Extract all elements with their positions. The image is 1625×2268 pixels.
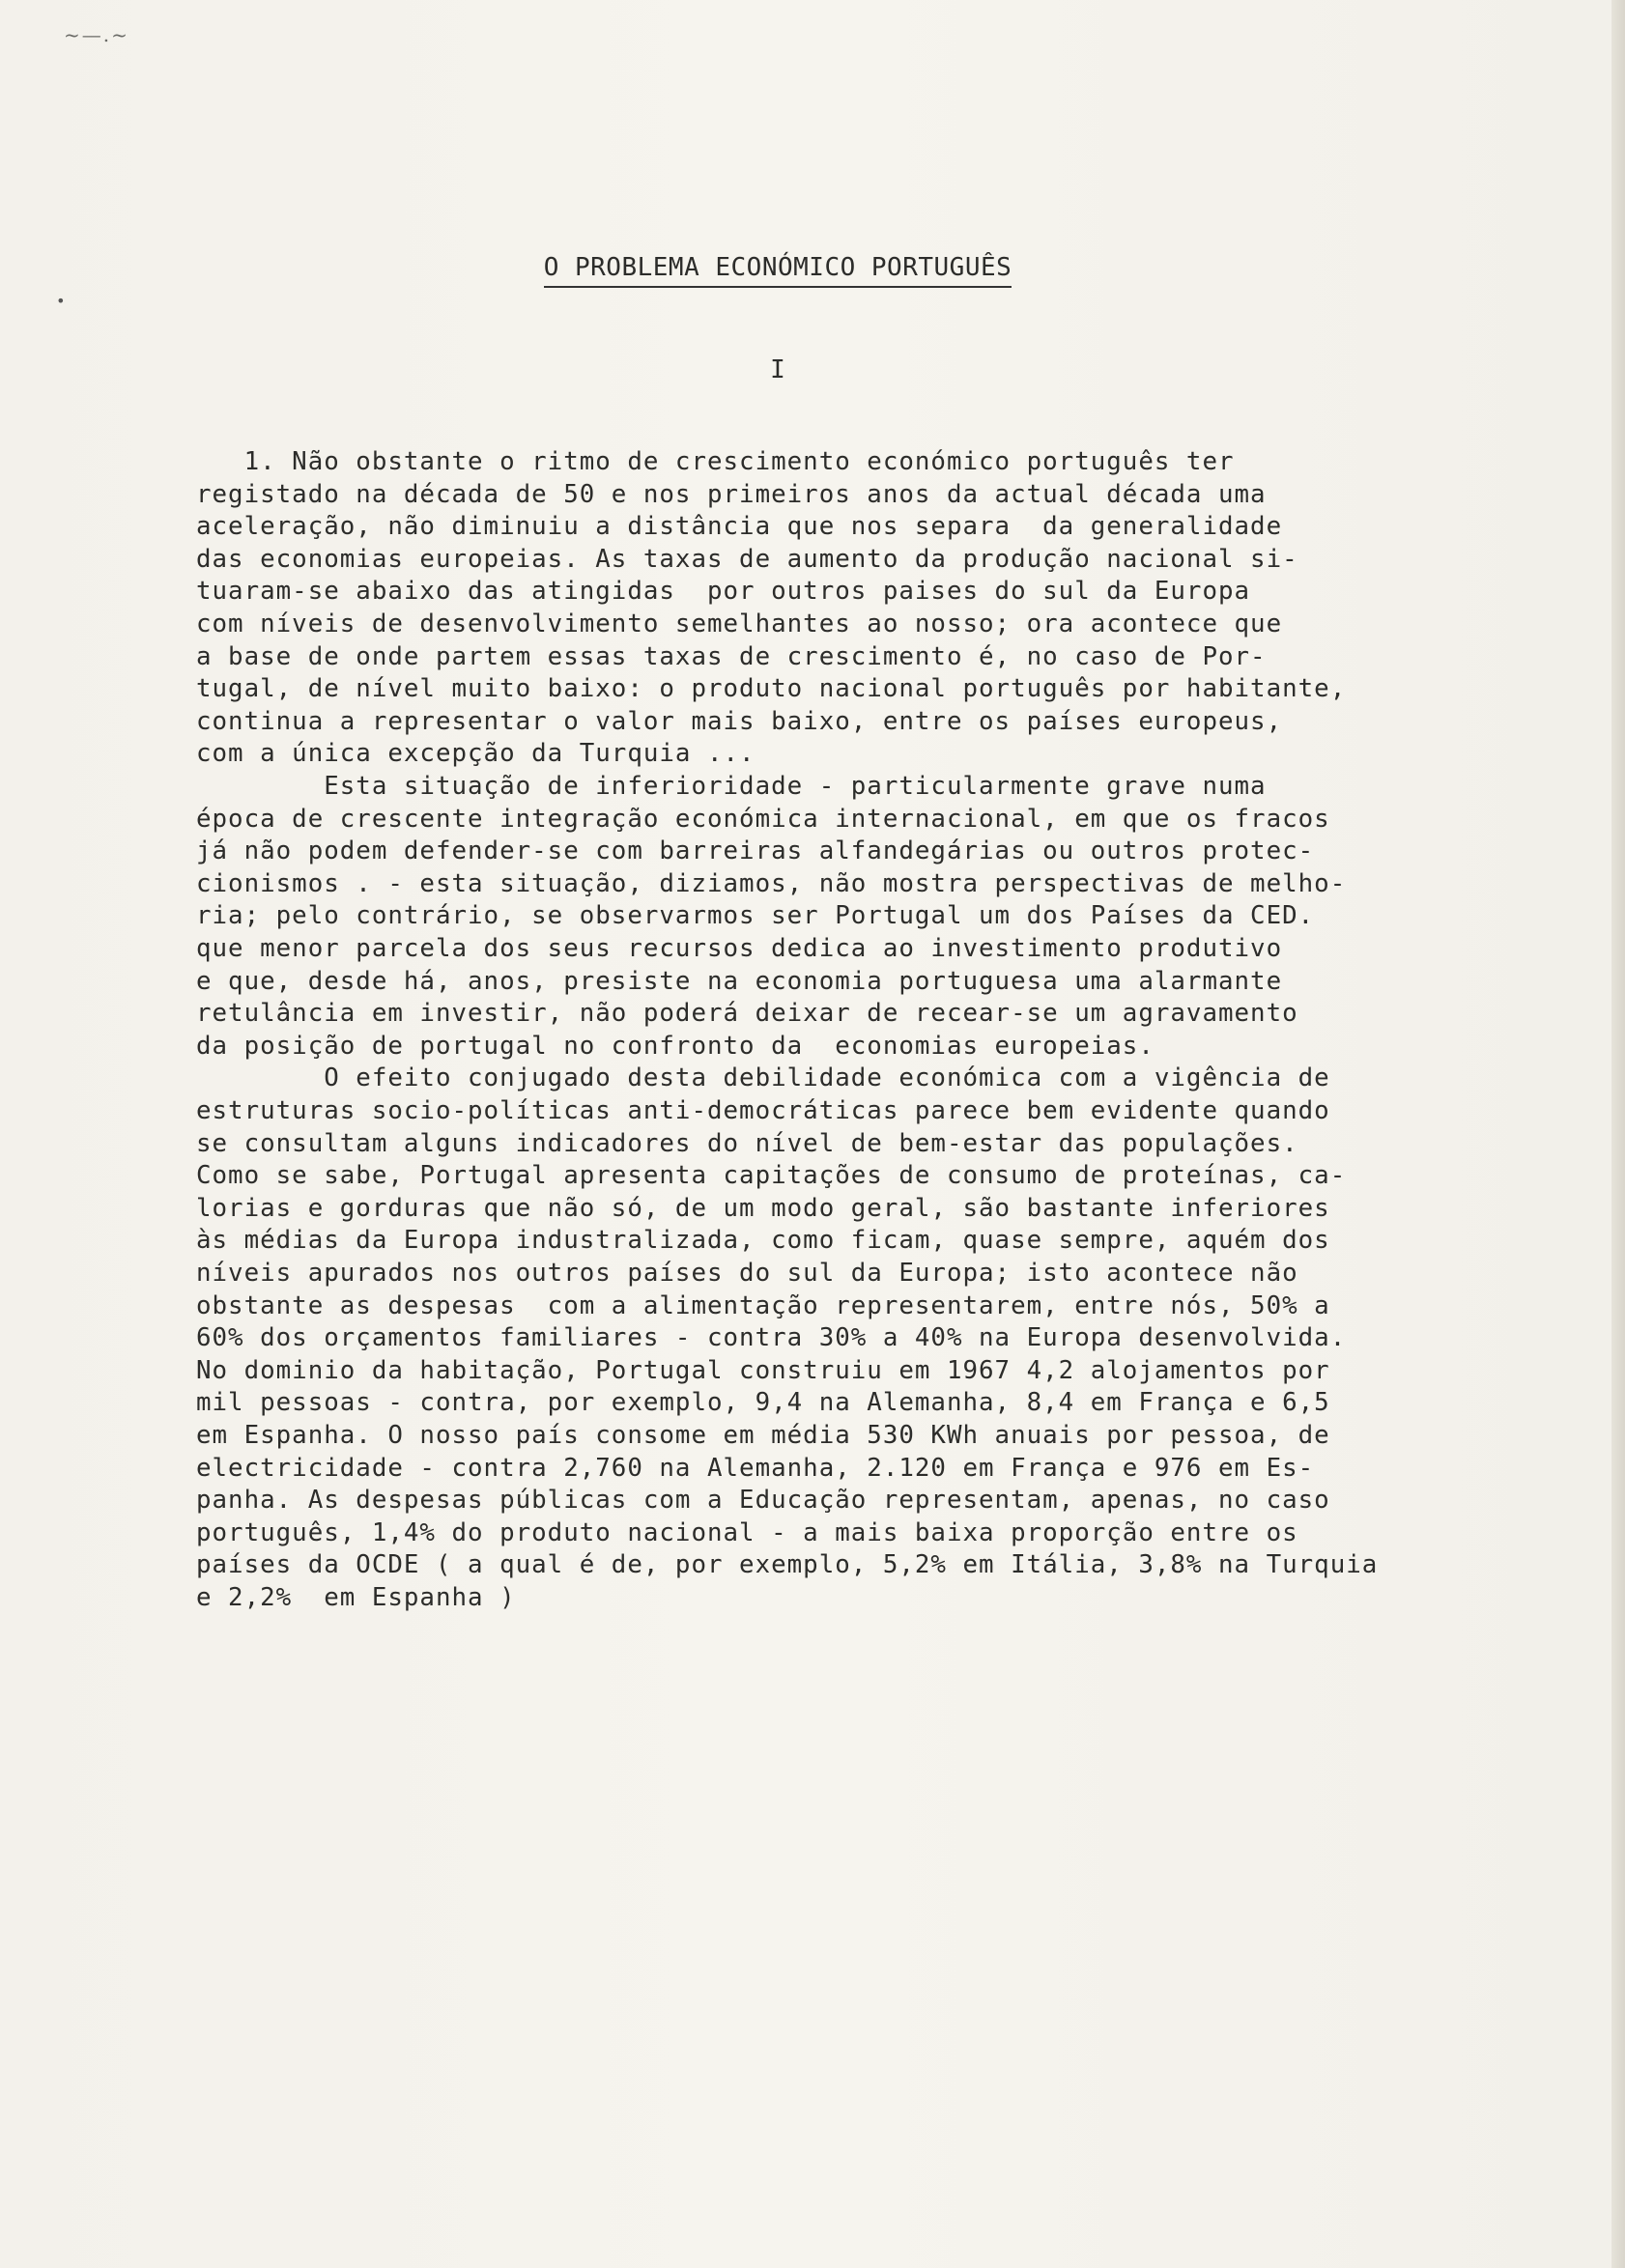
title-text: O PROBLEMA ECONÓMICO PORTUGUÊS bbox=[544, 253, 1012, 288]
page-edge bbox=[1611, 0, 1625, 2268]
text-line: época de crescente integração económica internacional, em que os fracos bbox=[196, 804, 1330, 834]
text-line: da posição de portugal no confronto da economias europeias. bbox=[196, 1031, 1155, 1061]
text-line: mil pessoas - contra, por exemplo, 9,4 na Alemanha, 8,4 em França e 6,5 bbox=[196, 1388, 1330, 1418]
text-line: das economias europeias. As taxas de aumento da produção nacional si- bbox=[196, 544, 1298, 574]
text-line: O efeito conjugado desta debilidade económica com a vigência de bbox=[196, 1063, 1330, 1093]
text-line: português, 1,4% do produto nacional - a mais baixa proporção entre os bbox=[196, 1517, 1298, 1547]
text-line: tugal, de nível muito baixo: o produto nacional português por habitante, bbox=[196, 674, 1347, 704]
text-line: registado na década de 50 e nos primeiros anos da actual década uma bbox=[196, 479, 1267, 509]
text-line: ria; pelo contrário, se observarmos ser Portugal um dos Países da CED. bbox=[196, 901, 1315, 931]
section-number: I bbox=[770, 355, 785, 384]
text-line: que menor parcela dos seus recursos dedica ao investimento produtivo bbox=[196, 934, 1283, 963]
corner-mark: ~—.~ bbox=[64, 23, 129, 46]
margin-mark: • bbox=[56, 292, 66, 310]
text-line: panha. As despesas públicas com a Educação representam, apenas, no caso bbox=[196, 1486, 1330, 1516]
text-line: Esta situação de inferioridade - particularmente grave numa bbox=[196, 772, 1267, 801]
document-title bbox=[0, 253, 1555, 282]
text-line: retulância em investir, não poderá deixar de recear-se um agravamento bbox=[196, 999, 1298, 1029]
text-line: já não podem defender-se com barreiras alfandegárias ou outros protec- bbox=[196, 836, 1315, 866]
text-line: continua a representar o valor mais baixo, entre os países europeus, bbox=[196, 706, 1283, 736]
text-line: obstante as despesas com a alimentação representarem, entre nós, 50% a bbox=[196, 1290, 1330, 1320]
text-line: com a única excepção da Turquia ... bbox=[196, 739, 755, 769]
text-line: cionismos . - esta situação, diziamos, não mostra perspectivas de melho- bbox=[196, 868, 1347, 898]
text-line: estruturas socio-políticas anti-democráticas parece bem evidente quando bbox=[196, 1096, 1330, 1125]
text-line: 60% dos orçamentos familiares - contra 30% a 40% na Europa desenvolvida. bbox=[196, 1323, 1347, 1353]
text-line: países da OCDE ( a qual é de, por exemplo, 5,2% em Itália, 3,8% na Turquia bbox=[196, 1550, 1379, 1580]
text-line: aceleração, não diminuiu a distância que nos separa da generalidade bbox=[196, 512, 1283, 542]
text-line: a base de onde partem essas taxas de crescimento é, no caso de Por- bbox=[196, 641, 1267, 671]
text-line: se consultam alguns indicadores do nível de bem-estar das populações. bbox=[196, 1128, 1298, 1158]
text-line: No dominio da habitação, Portugal construiu em 1967 4,2 alojamentos por bbox=[196, 1355, 1330, 1385]
text-line: e que, desde há, anos, presiste na economia portuguesa uma alarmante bbox=[196, 966, 1283, 996]
text-line: com níveis de desenvolvimento semelhantes ao nosso; ora acontece que bbox=[196, 610, 1283, 638]
text-line: em Espanha. O nosso país consome em média 530 KWh anuais por pessoa, de bbox=[196, 1421, 1330, 1450]
text-line: 1. Não obstante o ritmo de crescimento económico português ter bbox=[196, 447, 1235, 476]
text-line: às médias da Europa industralizada, como ficam, quase sempre, aquém dos bbox=[196, 1226, 1330, 1256]
text-line: níveis apurados nos outros países do sul da Europa; isto acontece não bbox=[196, 1259, 1298, 1288]
text-line: tuaram-se abaixo das atingidas por outros paises do sul da Europa bbox=[196, 577, 1251, 607]
text-line: lorias e gorduras que não só, de um modo geral, são bastante inferiores bbox=[196, 1193, 1330, 1223]
text-line: electricidade - contra 2,760 na Alemanha, 2.120 em França e 976 em Es- bbox=[196, 1453, 1315, 1483]
text-line: e 2,2% em Espanha ) bbox=[196, 1583, 516, 1612]
text-line: Como se sabe, Portugal apresenta capitações de consumo de proteínas, ca- bbox=[196, 1161, 1347, 1191]
